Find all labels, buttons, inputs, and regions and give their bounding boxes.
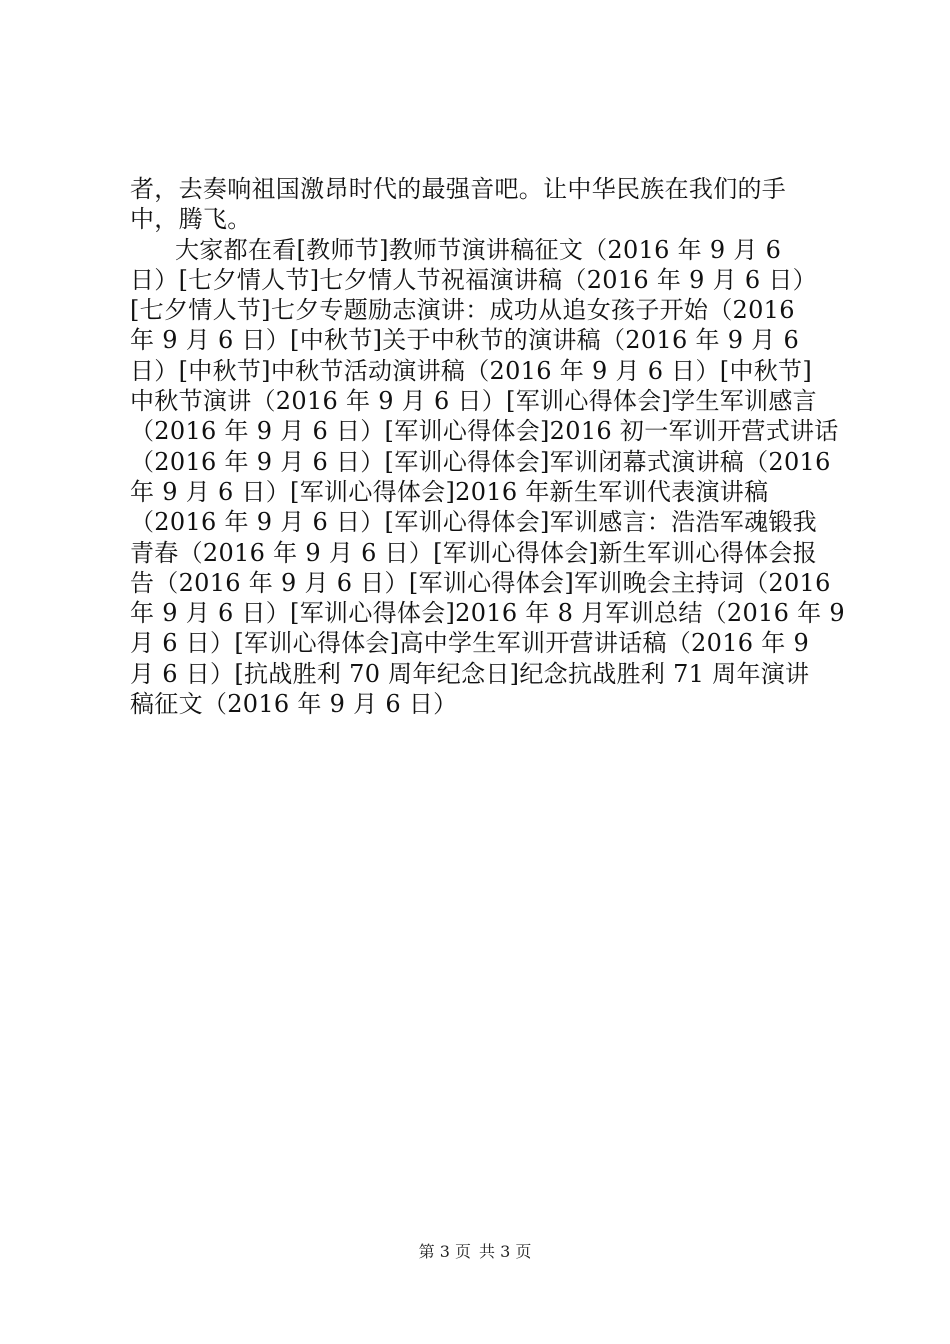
text-line: （2016 年 9 月 6 日）[军训心得体会]军训闭幕式演讲稿（2016 <box>130 447 831 476</box>
text-line: 月 6 日）[军训心得体会]高中学生军训开营讲话稿（2016 年 9 <box>130 629 810 658</box>
text-line: 稿征文（2016 年 9 月 6 日） <box>130 690 458 719</box>
text-line: 年 9 月 6 日）[中秋节]关于中秋节的演讲稿（2016 年 9 月 6 <box>130 326 800 355</box>
text-line: 中秋节演讲（2016 年 9 月 6 日）[军训心得体会]学生军训感言 <box>130 387 817 416</box>
text-line: 告（2016 年 9 月 6 日）[军训心得体会]军训晚会主持词（2016 <box>130 568 831 597</box>
current-page-number: 第 3 页 <box>418 1242 471 1261</box>
text-line: 日）[七夕情人节]七夕情人节祝福演讲稿（2016 年 9 月 6 日） <box>130 265 817 294</box>
text-line: 日）[中秋节]中秋节活动演讲稿（2016 年 9 月 6 日）[中秋节] <box>130 356 813 385</box>
text-line: [七夕情人节]七夕专题励志演讲：成功从追女孩子开始（2016 <box>130 296 795 325</box>
text-line: （2016 年 9 月 6 日）[军训心得体会]2016 初一军训开营式讲话 <box>130 417 839 446</box>
text-line: （2016 年 9 月 6 日）[军训心得体会]军训感言：浩浩军魂锻我 <box>130 508 817 537</box>
text-line: 月 6 日）[抗战胜利 70 周年纪念日]纪念抗战胜利 71 周年演讲 <box>130 659 810 688</box>
text-line: 者，去奏响祖国激昂时代的最强音吧。让中华民族在我们的手 <box>130 175 787 203</box>
page-footer <box>0 1242 950 1262</box>
document-body <box>130 174 845 719</box>
text-line: 大家都在看[教师节]教师节演讲稿征文（2016 年 9 月 6 <box>175 235 782 264</box>
text-line: 青春（2016 年 9 月 6 日）[军训心得体会]新生军训心得体会报 <box>130 538 817 567</box>
text-line: 年 9 月 6 日）[军训心得体会]2016 年新生军训代表演讲稿 <box>130 477 769 506</box>
total-pages: 共 3 页 <box>479 1242 532 1261</box>
text-line: 中，腾飞。 <box>130 205 252 234</box>
text-line: 年 9 月 6 日）[军训心得体会]2016 年 8 月军训总结（2016 年 9 <box>130 599 845 628</box>
